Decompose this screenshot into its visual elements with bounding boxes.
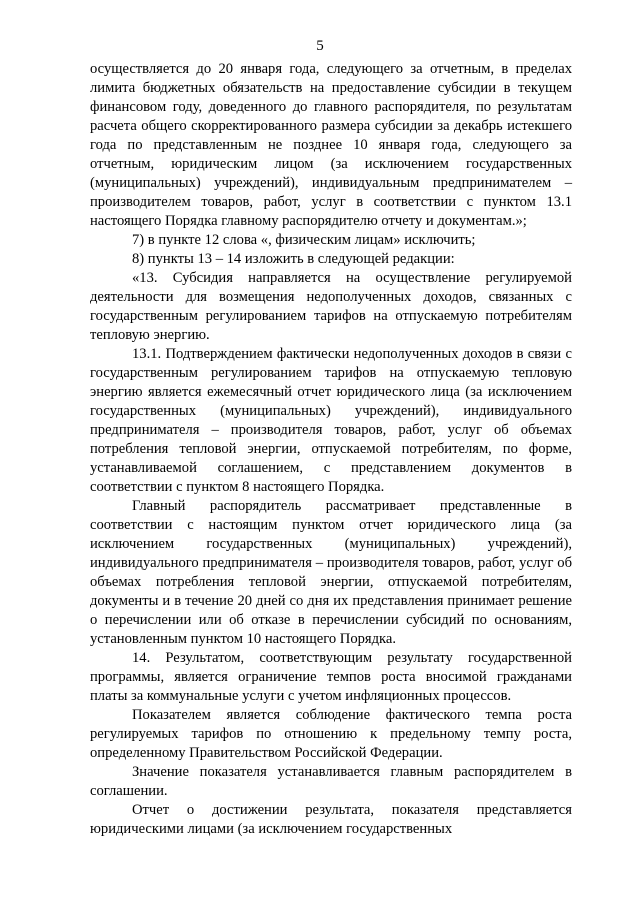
paragraph-clause-13: «13. Субсидия направляется на осуществление регулируемой деятельности для возмещения недополученных доходов, связанных с государственным регулированием тарифов на отпускаемую потребителям тепловую энергию.	[90, 270, 572, 343]
document-body	[90, 60, 572, 839]
paragraph-clause-14: 14. Результатом, соответствующим результату государственной программы, является ограничение темпов роста вносимой гражданами платы за коммунальные услуги с учетом инфляционных процессов.	[90, 650, 572, 704]
paragraph-report: Отчет о достижении результата, показателя представляется юридическими лицами (за исключением государственных	[90, 802, 572, 837]
paragraph-indicator-value: Значение показателя устанавливается главным распорядителем в соглашении.	[90, 764, 572, 799]
paragraph-item-8: 8) пункты 13 – 14 изложить в следующей редакции:	[132, 251, 455, 267]
page-number: 5	[316, 38, 324, 54]
paragraph-continuation: осуществляется до 20 января года, следующего за отчетным, в пределах лимита бюджетных обязательств на предоставление субсидии в текущем финансовом году, доведенного до главного распорядителя, по результатам расчета общего скорректированного размера субсидии за декабрь истекшего года по представленным не позднее 10 января года, следующего за отчетным, юридическим лицом (за исключением государственных (муниципальных) учреждений), индивидуальным предпринимателем – производителем товаров, работ, услуг в соответствии с пунктом 13.1 настоящего Порядка главному распорядителю отчету и документам.»;	[90, 61, 572, 229]
paragraph-indicator: Показателем является соблюдение фактического темпа роста регулируемых тарифов по отношению к предельному темпу роста, определенному Правительством Российской Федерации.	[90, 707, 572, 761]
paragraph-main-manager: Главный распорядитель рассматривает представленные в соответствии с настоящим пунктом отчет юридического лица (за исключением государственных (муниципальных) учреждений), индивидуального предпринимателя – производителя товаров, работ, услуг об объемах потребления тепловой энергии, отпускаемой потребителям, документы и в течение 20 дней со дня их представления принимает решение о перечислении или об отказе в перечислении субсидий по основаниям, установленным пунктом 10 настоящего Порядка.	[90, 498, 572, 647]
paragraph-clause-13-1: 13.1. Подтверждением фактически недополученных доходов в связи с государственным регулированием тарифов на отпускаемую тепловую энергию является ежемесячный отчет юридического лица (за исключением государственных (муниципальных) учреждений), индивидуального предпринимателя – производителя товаров, работ, услуг об объемах потребления тепловой энергии, отпускаемой потребителям, по форме, устанавливаемой соглашением, с представлением документов в соответствии с пунктом 8 настоящего Порядка.	[90, 346, 572, 495]
paragraph-item-7: 7) в пункте 12 слова «, физическим лицам» исключить;	[132, 232, 476, 248]
